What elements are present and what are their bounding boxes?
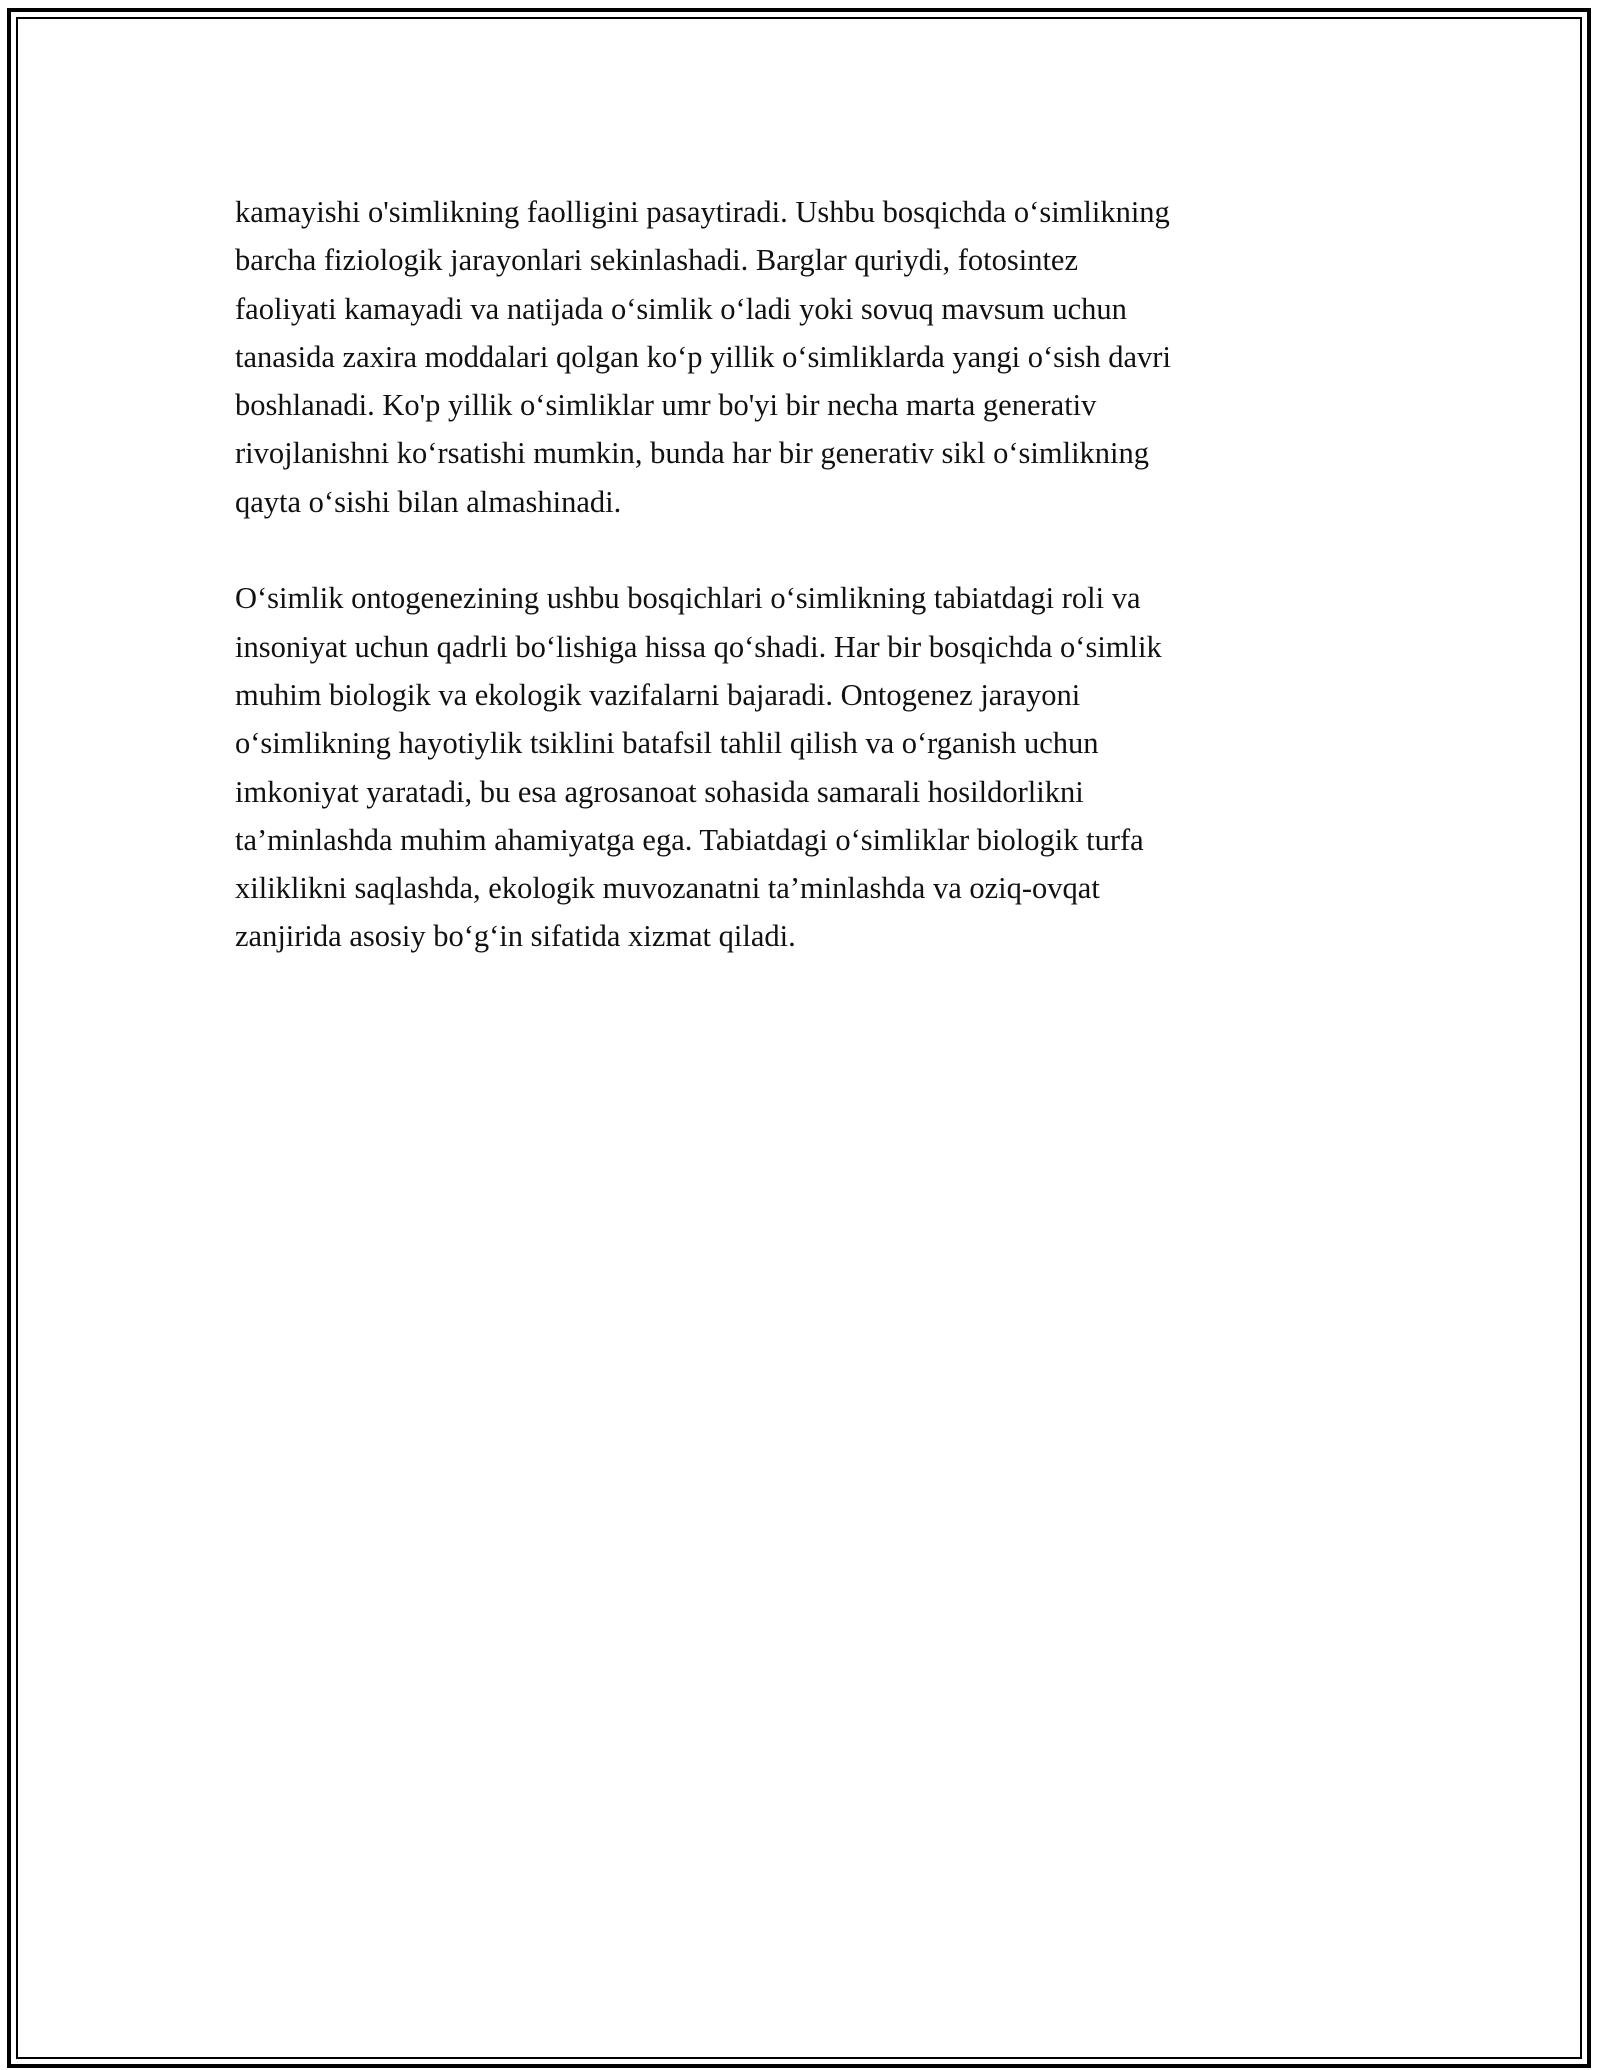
paragraph-line: O‘simlik ontogenezining ushbu bosqichlari o‘simlikning tabiatdagi roli va	[235, 581, 1141, 616]
document-body	[235, 188, 1375, 961]
paragraph-line: imkoniyat yaratadi, bu esa agrosanoat sohasida samarali hosildorlikni	[235, 774, 1084, 809]
paragraph-line: qayta o‘sishi bilan almashinadi.	[235, 484, 622, 519]
paragraph-line: insoniyat uchun qadrli bo‘lishiga hissa qo‘shadi. Har bir bosqichda o‘simlik	[235, 629, 1162, 664]
paragraph-line: o‘simlikning hayotiylik tsiklini batafsil tahlil qilish va o‘rganish uchun	[235, 726, 1099, 761]
paragraph-line: muhim biologik va ekologik vazifalarni bajaradi. Ontogenez jarayoni	[235, 677, 1081, 712]
paragraph-line: faoliyati kamayadi va natijada o‘simlik o‘ladi yoki sovuq mavsum uchun	[235, 291, 1127, 326]
paragraph-line: xiliklikni saqlashda, ekologik muvozanatni ta’minlashda va oziq-ovqat	[235, 871, 1100, 906]
paragraph-1	[235, 188, 1375, 526]
paragraph-line: tanasida zaxira moddalari qolgan ko‘p yillik o‘simliklarda yangi o‘sish davri	[235, 339, 1171, 374]
paragraph-line: zanjirida asosiy bo‘g‘in sifatida xizmat qiladi.	[235, 919, 796, 954]
paragraph-line: kamayishi o'simlikning faolligini pasaytiradi. Ushbu bosqichda o‘simlikning	[235, 195, 1170, 229]
paragraph-line: boshlanadi. Ko'p yillik o‘simliklar umr bo'yi bir necha marta generativ	[235, 388, 1097, 423]
paragraph-line: barcha fiziologik jarayonlari sekinlashadi. Barglar quriydi, fotosintez	[235, 243, 1079, 278]
paragraph-line: rivojlanishni ko‘rsatishi mumkin, bunda har bir generativ sikl o‘simlikning	[235, 436, 1150, 471]
paragraph-2	[235, 574, 1375, 960]
paragraph-line: ta’minlashda muhim ahamiyatga ega. Tabiatdagi o‘simliklar biologik turfa	[235, 822, 1144, 857]
paragraph-spacer	[235, 526, 1375, 574]
